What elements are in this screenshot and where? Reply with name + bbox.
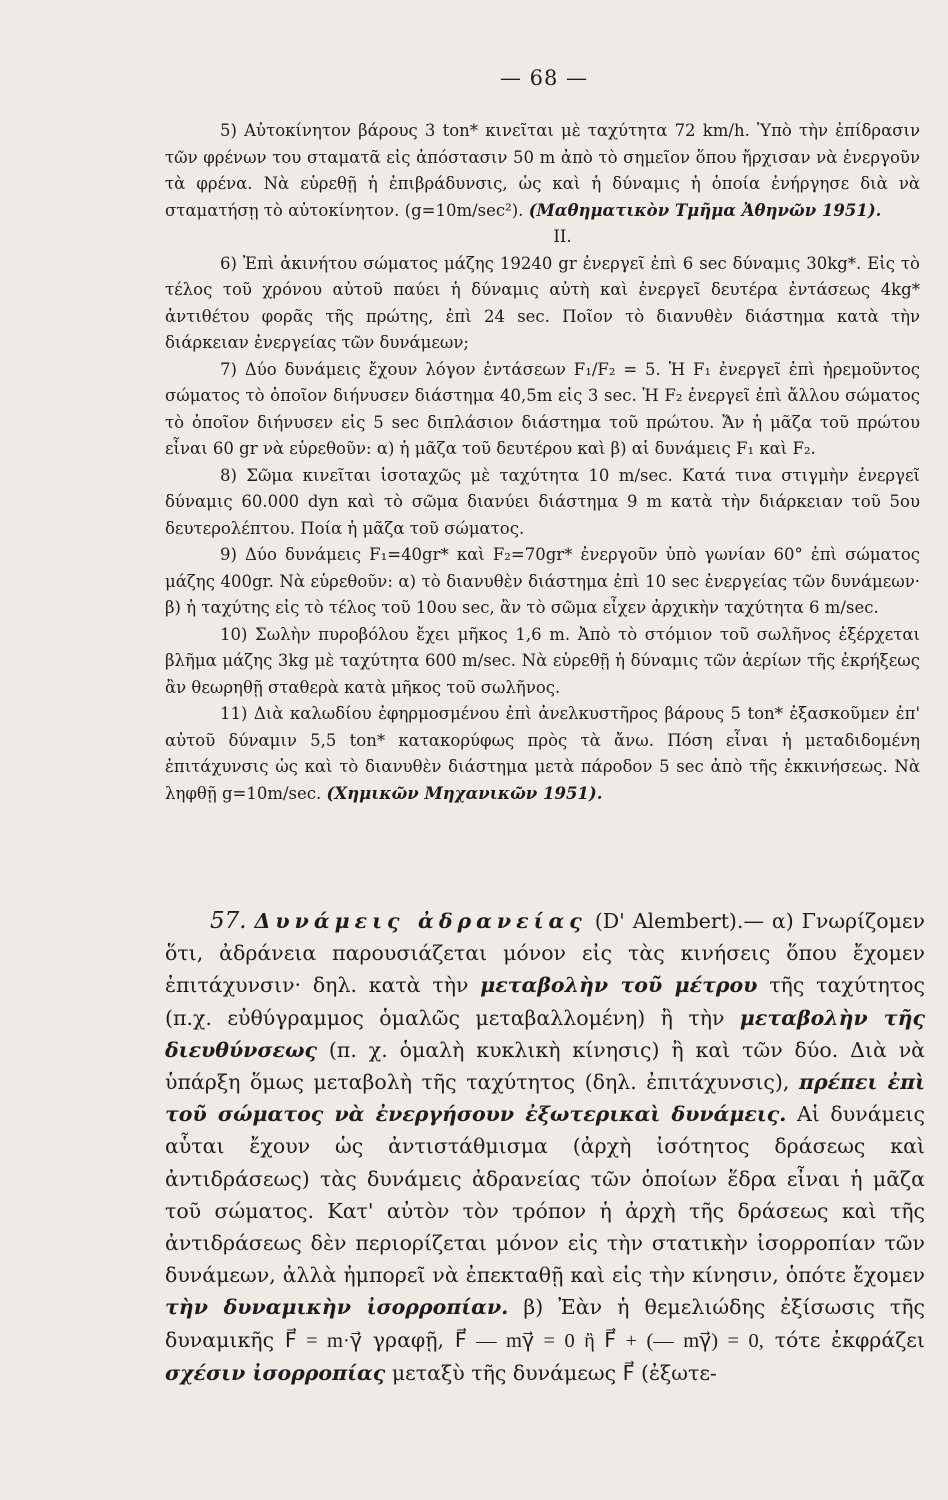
- exercise-11-source: (Χημικῶν Μηχανικῶν 1951).: [326, 783, 603, 803]
- emphasis-dynamic-equilibrium: τὴν δυναμικὴν ἰσορροπίαν.: [165, 1295, 509, 1320]
- exercise-5: [165, 118, 920, 224]
- equation-force-vector: F⃗: [622, 1362, 635, 1385]
- equation-newton: F⃗ = m·γ⃗: [284, 1329, 362, 1352]
- emphasis-equilibrium-relation: σχέσιν ἰσορροπίας: [165, 1360, 386, 1385]
- exercise-9: 9) Δύο δυνάμεις F₁=40gr* καὶ F₂=70gr* ἐνεργοῦν ὑπὸ γωνίαν 60° ἐπὶ σώματος μάζης 400gr. Νὰ εὑρεθοῦν: α) τὸ διανυθὲν διάστημα ἐπὶ 10 sec ἐνεργείας τῶν δυνάμεων· β) ἡ ταχύτης εἰς τὸ τέλος τοῦ 10ου sec, ἂν τὸ σῶμα εἶχεν ἀρχικὴν ταχύτητα 6 m/sec.: [165, 545, 920, 617]
- force-ratio: F₁/F₂ = 5.: [573, 359, 661, 379]
- section-text-3: (π. χ. ὁμαλὴ κυκλικὴ κίνησις) ἢ καὶ τῶν δύο. Διὰ νὰ ὑπάρξη ὅμως μεταβολὴ τῆς ταχύτητος (δηλ. ἐπιτάχυνσις),: [165, 1037, 925, 1095]
- section-text-5: β) Ἐὰν ἡ θεμελιώδης ἐξίσωσις τῆς δυναμικῆς: [165, 1295, 926, 1352]
- exercise-10: 10) Σωλὴν πυροβόλου ἔχει μῆκος 1,6 m. Ἀπὸ τὸ στόμιον τοῦ σωλῆνος ἐξέρχεται βλῆμα μάζης 3kg μὲ ταχύτητα 600 m/sec. Νὰ εὑρεθῇ ἡ δύναμις τῶν ἀερίων τῆς ἐκρήξεως ἂν θεωρηθῇ σταθερὰ κατὰ μῆκος τοῦ σωλῆνος.: [165, 624, 920, 697]
- section-57: [165, 905, 925, 1390]
- roman-numeral-heading: II.: [553, 227, 572, 246]
- exercise-block: [165, 118, 920, 807]
- section-text-6: γραφῇ,: [372, 1327, 445, 1352]
- exercise-7: [165, 357, 920, 463]
- section-text-7: τότε ἐκφράζει: [774, 1327, 925, 1352]
- page-number: — 68 —: [499, 66, 589, 90]
- section-text-1: (D' Alembert).— α) Γνωρίζομεν ὅτι, ἀδράνεια παρουσιάζεται μόνον εἰς τὰς κινήσεις ὅπου ἔχομεν ἐπιτάχυνσιν· δηλ. κατὰ τὴν: [165, 909, 925, 998]
- exercise-7-rest: Ἡ F₁ ἐνεργεῖ ἐπὶ ἠρεμοῦντος σώματος τὸ ὁποῖον διήνυσεν διάστημα 40,5m εἰς 3 sec. Ἡ F₂ ἐνεργεῖ ἐπὶ ἄλλου σώματος τὸ ὁποῖον διήνυσεν εἰς 5 sec διπλάσιον διάστημα τοῦ πρώτου. Ἄν ἡ μᾶζα τοῦ πρώτου εἶναι 60 gr νὰ εὑρεθοῦν: α) ἡ μᾶζα τοῦ δευτέρου καὶ β) αἱ δυνάμεις F₁ καὶ F₂.: [165, 359, 920, 458]
- emphasis-external-forces: πρέπει ἐπὶ τοῦ σώματος νὰ ἐνεργήσουν ἐξωτερικαὶ δυνάμεις.: [165, 1070, 925, 1127]
- section-text-8: μεταξὺ τῆς δυνάμεως: [391, 1360, 617, 1385]
- section-title: Δυνάμεις ἀδρανείας: [254, 909, 587, 933]
- exercise-11: [165, 701, 920, 807]
- exercise-6: 6) Ἐπὶ ἀκινήτου σώματος μάζης 19240 gr ἐνεργεῖ ἐπὶ 6 sec δύναμις 30kg*. Εἰς τὸ τέλος τοῦ χρόνου αὐτοῦ παύει ἡ δύναμις αὐτὴ καὶ ἐνεργεῖ δευτέρα ἐντάσεως 4kg* ἀντιθέτου φορᾶς τῆς πρώτης, ἐπὶ 24 sec. Ποῖον τὸ διανυθὲν διάστημα κατὰ τὴν διάρκειαν ἐνεργείας τῶν δυνάμεων;: [165, 253, 920, 352]
- section-57-body: [165, 905, 925, 1390]
- exercise-11-text: 11) Διὰ καλωδίου ἐφηρμοσμένου ἐπὶ ἀνελκυστῆρος βάρους 5 ton* ἐξασκοῦμεν ἐπ' αὐτοῦ δύναμιν 5,5 ton* κατακορύφως πρὸς τὰ ἄνω. Πόση εἶναι ἡ μεταδιδομένη ἐπιτάχυνσις ὡς καὶ τὸ διανυθὲν διάστημα μετὰ πάροδον 5 sec ἀπὸ τῆς ἐκκινήσεως. Νὰ ληφθῇ g=10m/sec.: [165, 704, 920, 803]
- exercise-8: 8) Σῶμα κινεῖται ἰσοταχῶς μὲ ταχύτητα 10 m/sec. Κατά τινα στιγμὴν ἐνεργεῖ δύναμις 60.000 dyn καὶ τὸ σῶμα διανύει διάστημα 9 m κατὰ τὴν διάρκειαν τοῦ 5ου δευτερολέπτου. Ποία ἡ μᾶζα τοῦ σώματος.: [165, 465, 920, 538]
- exercise-7-lead: 7) Δύο δυνάμεις ἔχουν λόγον ἐντάσεων: [220, 359, 566, 379]
- equation-dalembert: F⃗ — mγ⃗ = 0 ἢ F⃗ + (— mγ⃗) = 0,: [454, 1329, 764, 1352]
- emphasis-direction-change: μεταβολὴν τῆς διευθύνσεως: [165, 1005, 925, 1062]
- exercise-5-text: 5) Αὐτοκίνητον βάρους 3 ton* κινεῖται μὲ ταχύτητα 72 km/h. Ὑπὸ τὴν ἐπίδρασιν τῶν φρένων του σταματᾶ εἰς ἀπόστασιν 50 m ἀπὸ τὸ σημεῖον ὅπου ἤρχισαν νὰ ἐνεργοῦν τὰ φρένα. Νὰ εὑρεθῇ ἡ ἐπιβράδυνσις, ὡς καὶ ἡ δύναμις ἡ ὁποία ἐνήργησε διὰ νὰ σταματήσῃ τὸ αὐτοκίνητον. (g=10m/sec²).: [165, 121, 920, 220]
- section-text-9: (ἐξωτε-: [640, 1360, 717, 1385]
- section-text-2: τῆς ταχύτητος (π.χ. εὐθύγραμμος ὁμαλῶς μεταβαλλομένη) ἢ τὴν: [165, 973, 925, 1030]
- section-text-4: Αἱ δυνάμεις αὗται ἔχουν ὡς ἀντιστάθμισμα (ἀρχὴ ἰσότητος δράσεως καὶ ἀντιδράσεως) τὰς δυνάμεις ἀδρανείας τῶν ὁποίων ἕδρα εἶναι ἡ μᾶζα τοῦ σώματος. Κατ' αὐτὸν τὸν τρόπον ἡ ἀρχὴ τῆς δράσεως καὶ τῆς ἀντιδράσεως δὲν περιορίζεται μόνον εἰς τὴν στατικὴν ἰσορροπίαν τῶν δυνάμεων, ἀλλὰ ἠμπορεῖ νὰ ἐπεκταθῇ καὶ εἰς τὴν κίνησιν, ὁπότε ἔχομεν: [165, 1102, 925, 1288]
- section-number: 57.: [210, 908, 247, 934]
- emphasis-magnitude-change: μεταβολὴν τοῦ μέτρου: [480, 973, 758, 998]
- exercise-5-source: (Μαθηματικὸν Τμῆμα Ἀθηνῶν 1951).: [528, 200, 882, 220]
